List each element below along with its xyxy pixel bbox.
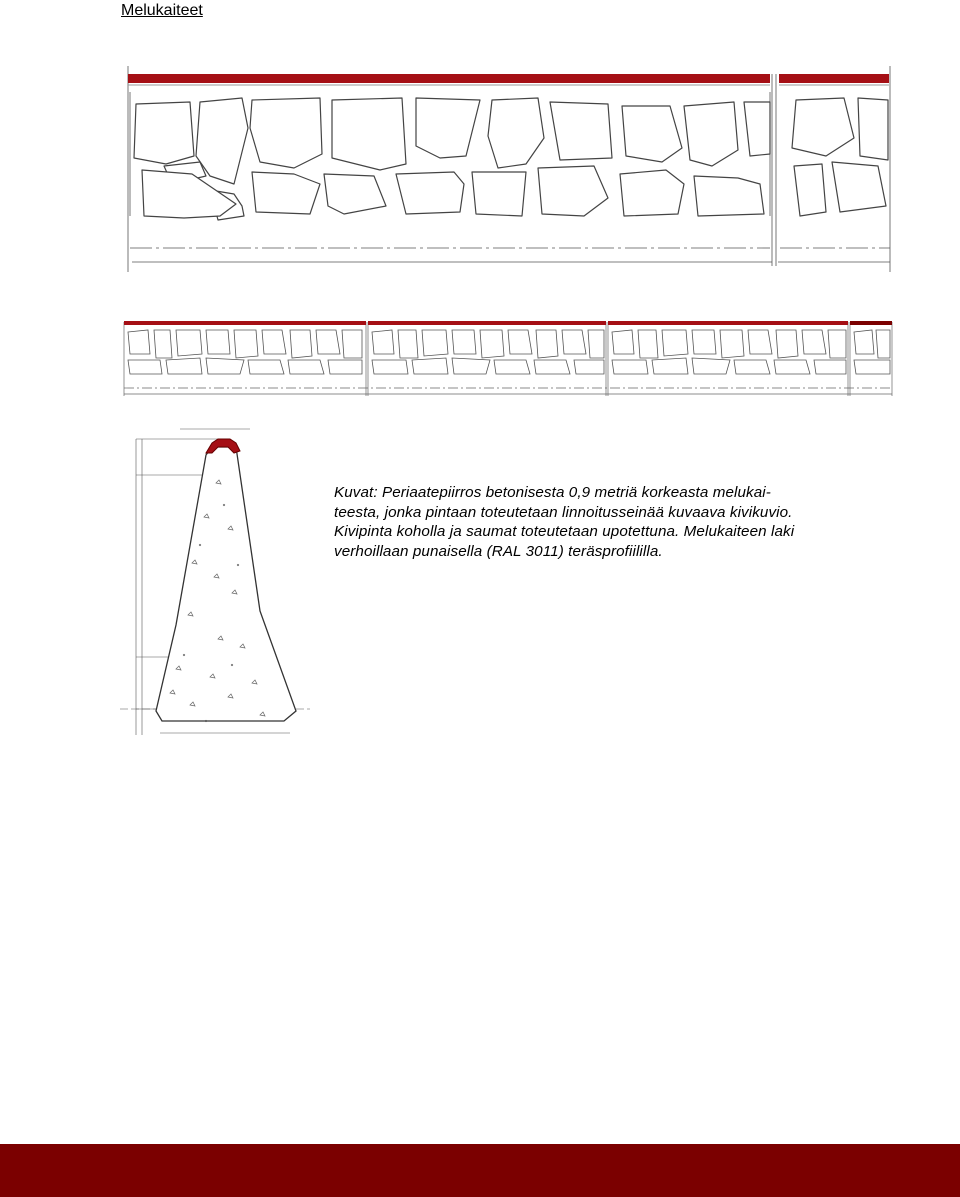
elevation-large-drawing [124, 66, 894, 272]
caption-line: Kivipinta koholla ja saumat toteutetaan upotettuna. Melukaiteen laki [334, 523, 795, 541]
concrete-section [156, 447, 296, 721]
red-cap-profile [128, 74, 770, 83]
caption-line: teesta, jonka pintaan toteutetaan linnoitusseinää kuvaava kivikuvio. [334, 503, 793, 521]
stone-pattern-small [128, 330, 890, 374]
stone-pattern [134, 98, 888, 220]
caption-line: Kuvat: Periaatepiirros betonisesta 0,9 metriä korkeasta melukai- [334, 484, 771, 501]
cross-section-drawing [120, 425, 310, 741]
elevation-small-drawing [120, 318, 896, 400]
section-link[interactable]: Melukaiteet [121, 2, 203, 19]
figure-caption [334, 483, 872, 561]
caption-line: verhoillaan punaisella (RAL 3011) teräsprofiililla. [334, 542, 663, 560]
footer-bar [0, 1144, 960, 1197]
